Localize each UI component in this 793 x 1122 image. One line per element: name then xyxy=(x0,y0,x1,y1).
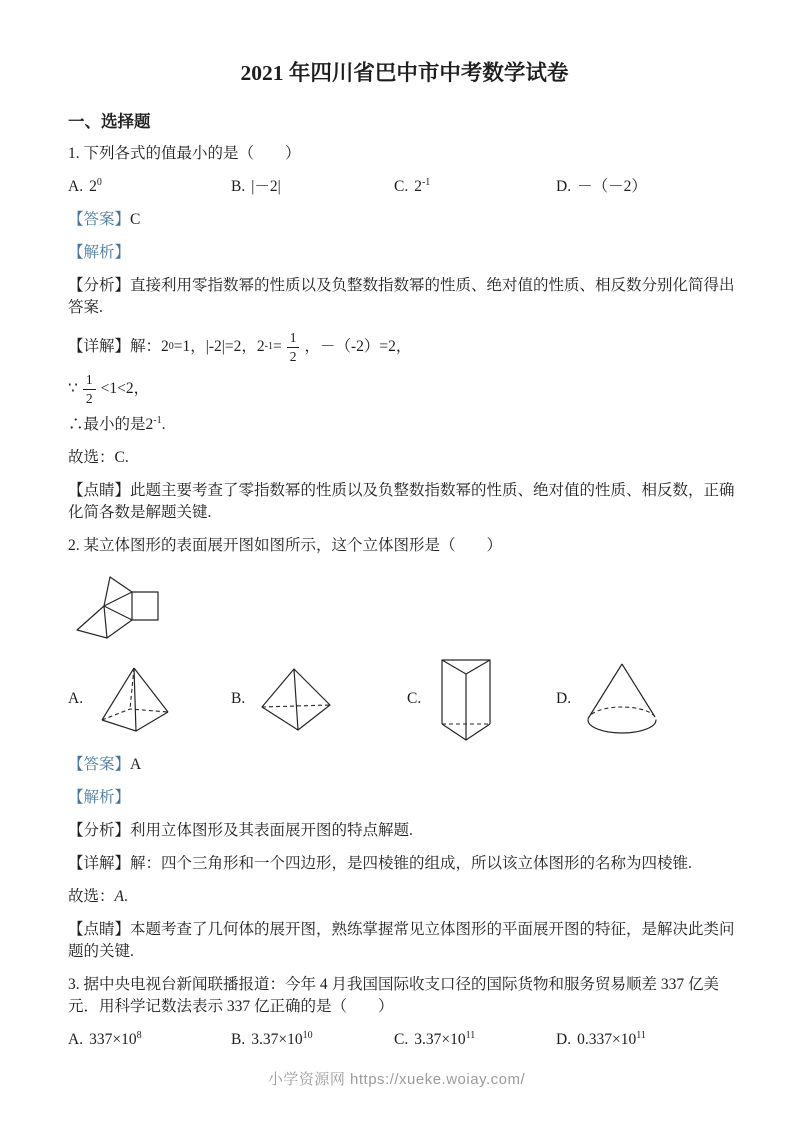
xiangjie-seg3: = xyxy=(272,338,282,356)
pyramid-net-drawing xyxy=(72,568,172,646)
fraction-denominator: 2 xyxy=(289,348,297,364)
answer-label: 【答案】 xyxy=(68,211,131,228)
answer-value: C xyxy=(130,211,141,228)
option-c xyxy=(394,654,556,744)
cone-icon xyxy=(584,660,664,738)
dianjing-paragraph: 【点睛】此题主要考查了零指数幂的性质以及负整数指数幂的性质、绝对值的性质、相反数，正确化简各数是解题关键. xyxy=(68,482,735,522)
question-2-options xyxy=(68,654,741,744)
answer-line xyxy=(68,209,741,231)
xiangjie-seg4: ，－（-2）=2， xyxy=(304,338,412,356)
pyramid-net-figure xyxy=(72,568,741,646)
therefore-tail: . xyxy=(161,416,166,434)
question-3-stem: 3. 据中央电视台新闻联播报道：今年 4 月我国国际收支口径的国际货物和服务贸易顺差 337 亿美元．用科学记数法表示 337 亿正确的是（ ） xyxy=(68,976,720,1016)
option-a-key: A. xyxy=(68,690,84,708)
option-d xyxy=(556,176,741,198)
xiangjie-paragraph: 【详解】解：四个三角形和一个四边形，是四棱锥的组成，所以该立体图形的名称为四棱锥. xyxy=(68,855,692,873)
jiexi-label: 【解析】 xyxy=(68,244,131,261)
fenxi-paragraph: 【分析】直接利用零指数幂的性质以及负整数指数幂的性质、绝对值的性质、相反数分别化简得出答案. xyxy=(68,277,735,316)
option-a xyxy=(68,663,231,735)
therefore-text: ∴最小的是2 xyxy=(68,416,154,434)
because-symbol: ∵ xyxy=(68,380,78,398)
option-b xyxy=(231,665,394,733)
option-a-exponent: 8 xyxy=(136,1029,142,1041)
section-heading: 一、选择题 xyxy=(68,112,151,131)
option-a-exponent: 0 xyxy=(96,176,102,188)
conclusion-answer: A xyxy=(114,888,124,906)
option-b-text: |－2| xyxy=(251,178,281,195)
question-2-stem: 2. 某立体图形的表面展开图如图所示，这个立体图形是（ ） xyxy=(68,537,503,555)
option-c-text: 3.37×10 xyxy=(414,1031,466,1049)
fraction-denominator: 2 xyxy=(85,390,93,406)
option-b-key: B. xyxy=(231,1031,246,1049)
option-d-text: 0.337×10 xyxy=(577,1031,637,1049)
option-a-key: A. xyxy=(68,178,84,195)
option-b-text: 3.37×10 xyxy=(251,1031,303,1049)
option-d-key: D. xyxy=(556,178,572,195)
option-d-key: D. xyxy=(556,1031,572,1049)
option-d xyxy=(556,1029,741,1051)
fraction-numerator: 1 xyxy=(83,372,96,390)
fraction-one-half xyxy=(287,330,300,364)
fenxi-paragraph: 【分析】利用立体图形及其表面展开图的特点解题. xyxy=(68,822,413,840)
option-a-text: 337×10 xyxy=(89,1031,137,1049)
option-c-key: C. xyxy=(394,178,409,195)
option-b-key: B. xyxy=(231,690,246,708)
option-c-key: C. xyxy=(394,1031,409,1049)
question-1-stem: 1. 下列各式的值最小的是（ ） xyxy=(68,145,301,162)
fraction-numerator: 1 xyxy=(287,330,300,348)
conclusion-line xyxy=(68,886,741,908)
question-1-options xyxy=(68,176,741,198)
conclusion-tail: . xyxy=(123,888,128,906)
xiangjie-seg2: =1，|-2|=2，2 xyxy=(173,338,265,356)
option-c-exponent: -1 xyxy=(421,176,431,188)
because-line xyxy=(68,372,741,406)
option-d-text: －（－2） xyxy=(577,178,647,195)
conclusion-line: 故选：C. xyxy=(68,449,129,467)
answer-value: A xyxy=(130,756,142,774)
square-pyramid-icon xyxy=(96,663,174,735)
option-c-exponent: 11 xyxy=(465,1029,476,1041)
option-d-key: D. xyxy=(556,690,572,708)
answer-label: 【答案】 xyxy=(68,756,131,774)
footer-watermark: 小学资源网 https://xueke.woiay.com/ xyxy=(267,1071,526,1088)
option-b-exponent: 10 xyxy=(302,1029,313,1041)
option-a-text: 2 xyxy=(89,178,97,195)
jiexi-label: 【解析】 xyxy=(68,789,131,807)
conclusion-pre: 故选： xyxy=(68,888,115,906)
option-a-key: A. xyxy=(68,1031,84,1049)
xiangjie-paragraph: 【详解】解：2 0 =1，|-2|=2，2 -1 = $\frac{1}{2}$ ，－（-2）=2， xyxy=(68,330,412,364)
option-b-key: B. xyxy=(231,178,246,195)
option-c xyxy=(394,1029,556,1051)
option-d-exponent: 11 xyxy=(636,1029,646,1041)
fraction-one-half xyxy=(83,372,96,406)
dianjing-paragraph: 【点睛】本题考查了几何体的展开图，熟练掌握常见立体图形的平面展开图的特征，是解决此类问题的关键. xyxy=(68,921,735,961)
option-d xyxy=(556,660,741,738)
option-a xyxy=(68,176,231,198)
option-c-text: 2 xyxy=(414,178,422,195)
tetrahedron-icon xyxy=(258,665,334,733)
xiangjie-seg1: 【详解】解：2 xyxy=(68,338,169,356)
question-3-options xyxy=(68,1029,741,1051)
option-b xyxy=(231,176,394,198)
therefore-exponent: -1 xyxy=(153,414,162,426)
because-tail: <1<2， xyxy=(100,380,150,398)
option-b xyxy=(231,1029,394,1051)
option-c-key: C. xyxy=(407,690,422,708)
triangular-prism-icon xyxy=(434,654,498,744)
option-c xyxy=(394,176,556,198)
page-title: 2021 年四川省巴中市中考数学试卷 xyxy=(240,61,569,85)
answer-line xyxy=(68,754,741,776)
option-a xyxy=(68,1029,231,1051)
therefore-line xyxy=(68,414,741,436)
